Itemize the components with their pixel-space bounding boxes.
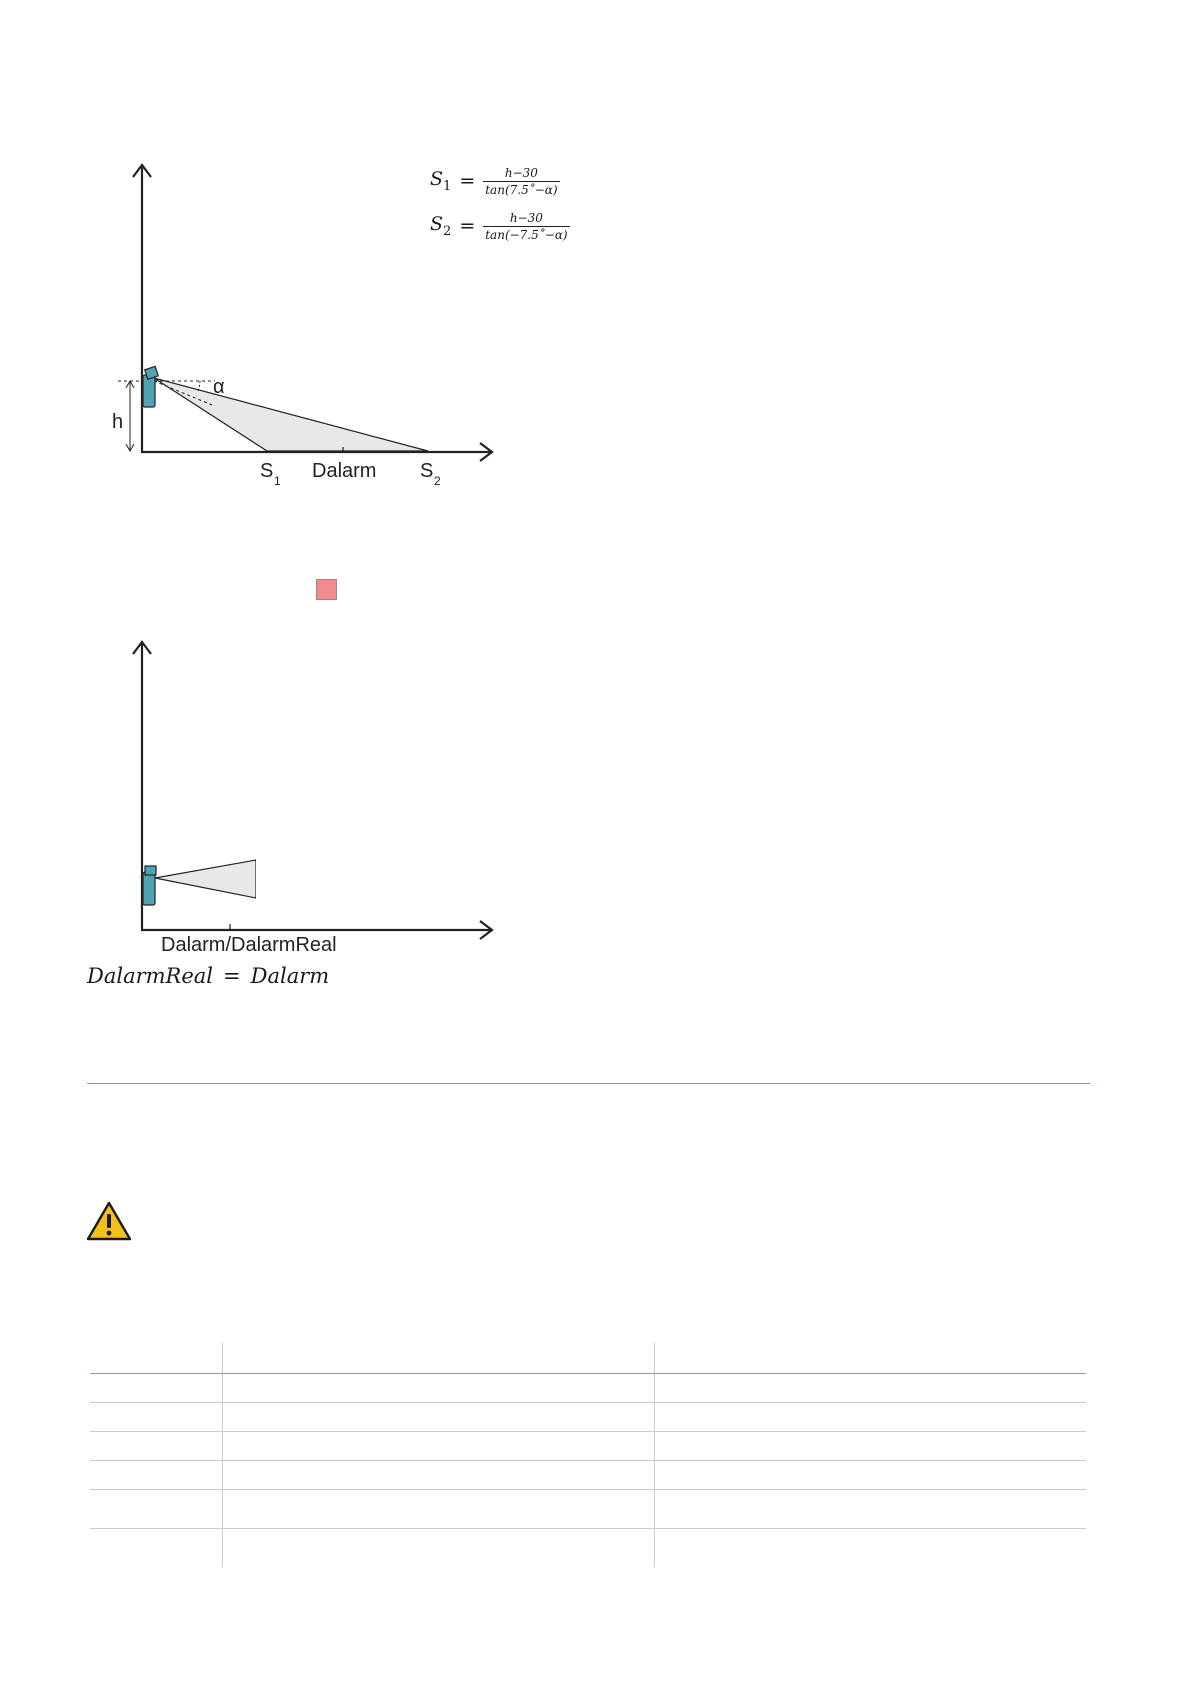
table-row <box>90 1374 1086 1403</box>
table-header-row <box>90 1343 1086 1374</box>
table-cell <box>90 1432 222 1461</box>
table-cell <box>90 1461 222 1490</box>
table-cell <box>654 1343 1086 1374</box>
table-cell <box>654 1529 1086 1567</box>
table-cell <box>222 1529 654 1567</box>
s1-label: S <box>260 460 274 482</box>
formula-s2-lhs-sub: 2 <box>443 223 452 239</box>
table-cell <box>90 1343 222 1374</box>
s2-label: S <box>420 460 434 482</box>
height-label: h <box>112 411 124 433</box>
table-cell <box>654 1403 1086 1432</box>
data-table <box>90 1343 1086 1567</box>
formula-s1-numerator: h−30 <box>504 165 538 180</box>
formula-s1-lhs: S <box>430 168 444 191</box>
table-cell <box>222 1432 654 1461</box>
axis-label-dalarm: Dalarm/DalarmReal <box>161 934 337 956</box>
equation-rhs: Dalarm <box>250 964 330 988</box>
table-cell <box>222 1490 654 1529</box>
table-row <box>90 1432 1086 1461</box>
table-cell <box>90 1490 222 1529</box>
detection-beam <box>154 378 428 451</box>
equation-lhs: DalarmReal <box>87 964 214 988</box>
table-cell <box>654 1490 1086 1529</box>
table-cell <box>90 1374 222 1403</box>
table-cell <box>654 1432 1086 1461</box>
table-cell <box>90 1403 222 1432</box>
table-cell <box>222 1461 654 1490</box>
equation-equals: = <box>223 964 241 988</box>
dalarm-label: Dalarm <box>312 460 377 482</box>
formula-s2-lhs: S <box>430 213 444 236</box>
dalarm-equation <box>87 964 329 988</box>
s2-subscript: 2 <box>434 474 441 488</box>
formula-s1-denominator: tan(7.5˚−α) <box>485 182 558 197</box>
formula-s2 <box>430 206 570 246</box>
formula-s2-numerator: h−30 <box>509 210 543 225</box>
table-cell <box>222 1343 654 1374</box>
formula-s2-denominator: tan(−7.5˚−α) <box>485 227 568 242</box>
formula-s1-equals: = <box>459 170 476 192</box>
red-marker-square <box>316 579 337 600</box>
table-row <box>90 1461 1086 1490</box>
sensor-device-icon <box>143 366 158 407</box>
table-cell <box>654 1461 1086 1490</box>
warning-triangle-icon <box>86 1200 132 1242</box>
s1-subscript: 1 <box>274 474 281 488</box>
table-row <box>90 1490 1086 1529</box>
table-cell <box>654 1374 1086 1403</box>
detection-beam-horizontal <box>155 860 256 898</box>
table-cell <box>222 1403 654 1432</box>
formula-s1 <box>430 161 560 201</box>
figure-2-diagram <box>100 630 500 960</box>
table-row <box>90 1529 1086 1567</box>
sensor-device-icon <box>143 866 156 905</box>
alpha-label: α <box>213 376 225 398</box>
formula-s1-lhs-sub: 1 <box>443 178 452 194</box>
formula-s2-equals: = <box>459 215 476 237</box>
table-cell <box>90 1529 222 1567</box>
section-divider <box>87 1083 1090 1084</box>
table-row <box>90 1403 1086 1432</box>
table-cell <box>222 1374 654 1403</box>
